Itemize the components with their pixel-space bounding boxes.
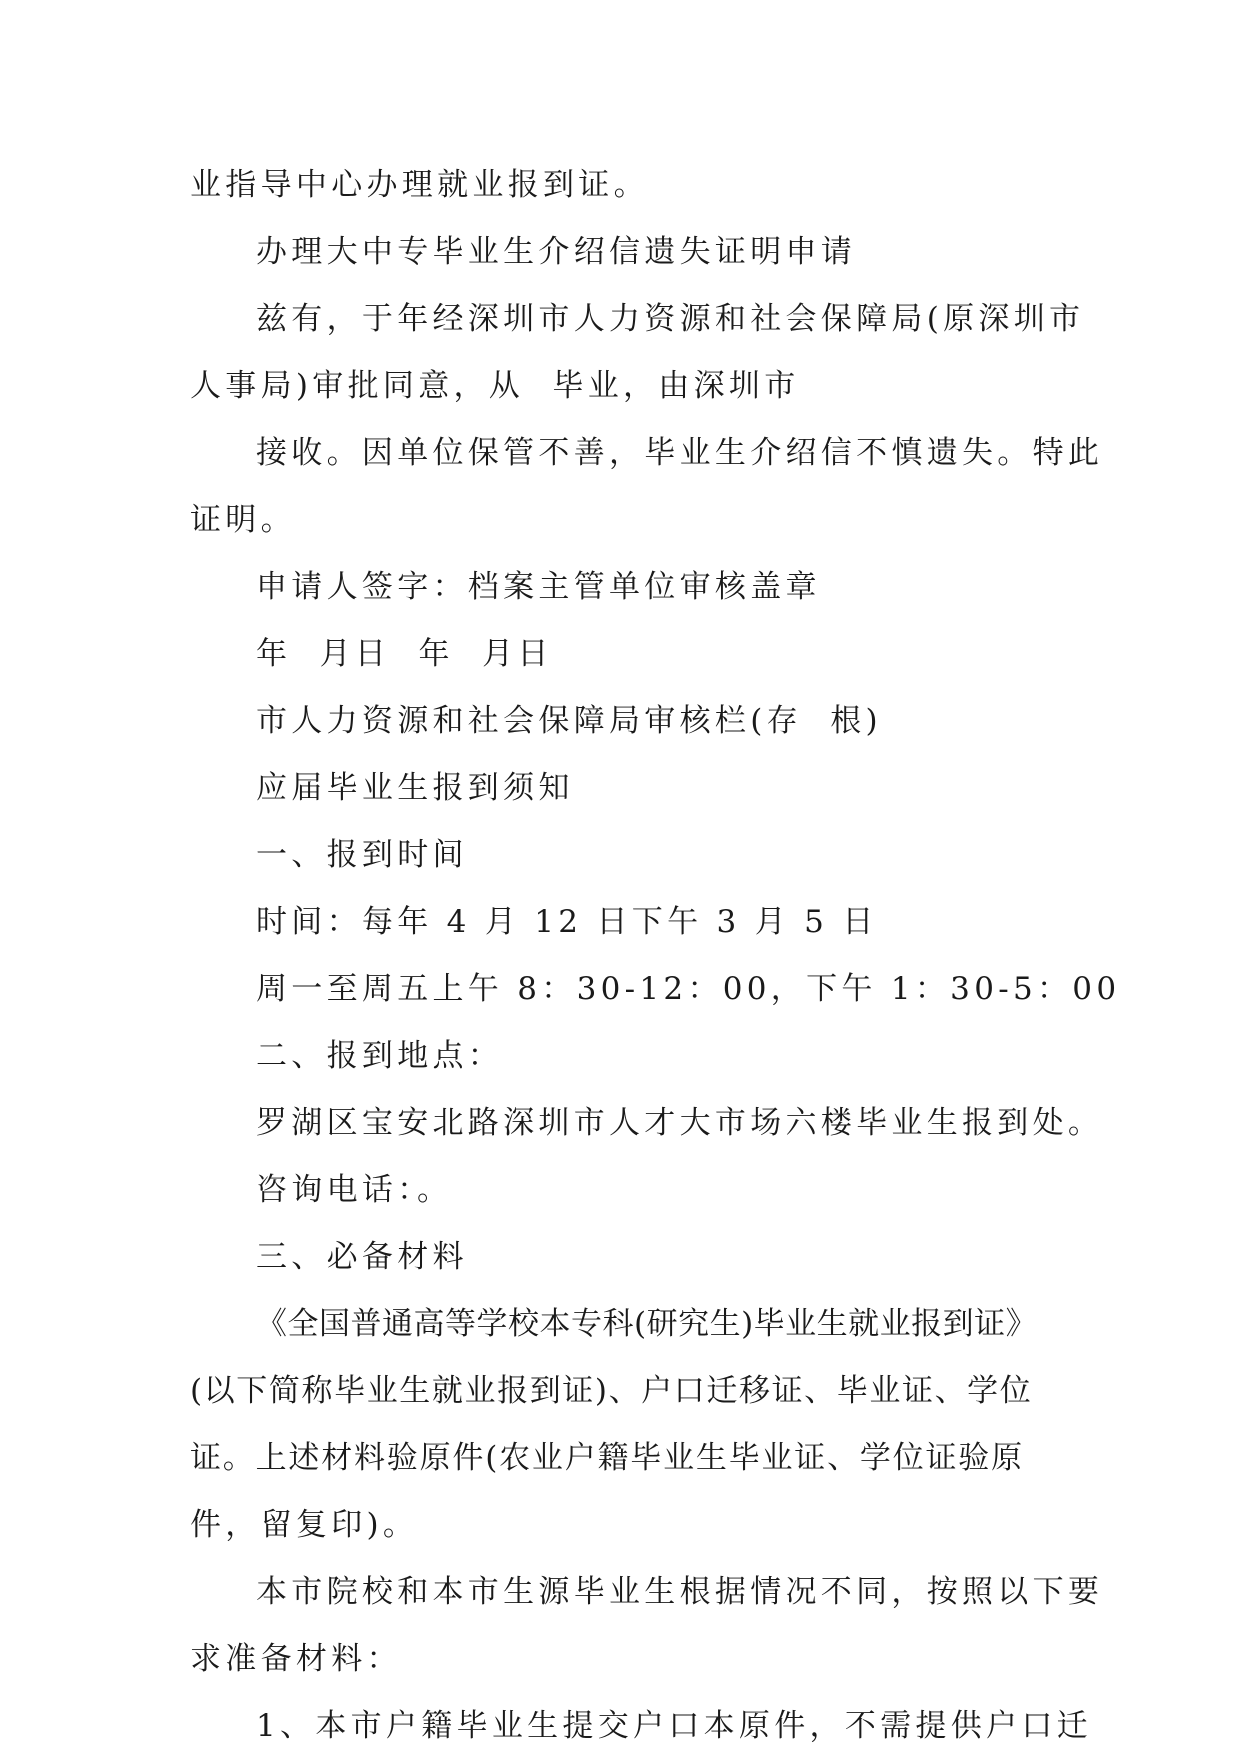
text-line: 1、本市户籍毕业生提交户口本原件，不需提供户口迁 <box>256 1708 1092 1744</box>
text-line: 一、报到时间 <box>256 837 468 873</box>
document-body <box>190 152 1121 1760</box>
text-line: 《全国普通高等学校本专科(研究生)毕业生就业报到证》 <box>256 1306 1038 1342</box>
text-line: 证明。 <box>190 502 296 538</box>
text-line: 兹有，于年经深圳市人力资源和社会保障局(原深圳市 <box>256 301 1085 337</box>
text-line: 本市院校和本市生源毕业生根据情况不同，按照以下要 <box>256 1574 1104 1610</box>
text-line: (以下简称毕业生就业报到证)、户口迁移证、毕业证、学位 <box>190 1373 1033 1409</box>
text-line: 二、报到地点： <box>256 1038 504 1074</box>
text-line: 业指导中心办理就业报到证。 <box>190 167 649 203</box>
text-line: 证。上述材料验原件(农业户籍毕业生毕业证、学位证验原 <box>190 1440 1024 1476</box>
text-line: 办理大中专毕业生介绍信遗失证明申请 <box>256 234 857 270</box>
text-line: 罗湖区宝安北路深圳市人才大市场六楼毕业生报到处。 <box>256 1105 1104 1141</box>
text-line: 应届毕业生报到须知 <box>256 770 574 806</box>
text-line: 接收。因单位保管不善，毕业生介绍信不慎遗失。特此 <box>256 435 1104 471</box>
text-line: 人事局)审批同意，从 毕业，由深圳市 <box>190 368 800 404</box>
text-line: 时间：每年 4 月 12 日下午 3 月 5 日 <box>256 904 878 940</box>
text-line: 件，留复印)。 <box>190 1507 419 1543</box>
text-line: 市人力资源和社会保障局审核栏(存 根) <box>256 703 882 739</box>
text-line: 咨询电话：。 <box>256 1172 453 1208</box>
text-line: 三、必备材料 <box>256 1239 468 1275</box>
text-line: 周一至周五上午 8：30-12：00，下午 1：30-5：00 <box>256 971 1121 1007</box>
text-line: 求准备材料： <box>190 1641 402 1677</box>
text-line: 申请人签字：档案主管单位审核盖章 <box>256 569 821 605</box>
text-line: 年 月日 年 月日 <box>256 636 553 672</box>
